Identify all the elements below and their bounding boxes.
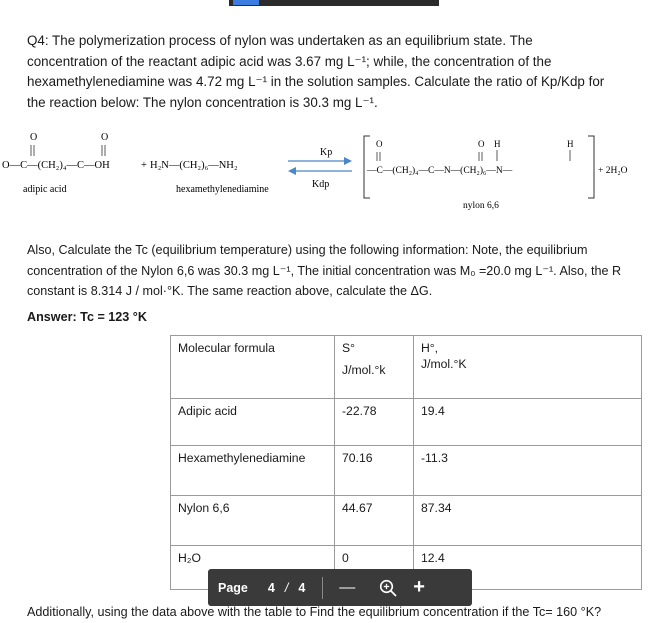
zoom-fit-icon[interactable] — [379, 579, 397, 597]
nylon-label: nylon 6,6 — [463, 201, 499, 211]
question-line: concentration of the reactant adipic acid was 3.67 mg L⁻¹; while, the concentration of the — [27, 53, 552, 69]
table-row — [171, 446, 642, 496]
right-bracket — [588, 136, 594, 198]
reaction-equation — [0, 128, 661, 218]
additional-question: Additionally, using the data above with the table to Find the equilibrium concentration if the Tc= 160 °K? — [27, 605, 602, 619]
cell-entropy: 44.67 — [335, 496, 414, 546]
product-o-left: O — [376, 139, 383, 149]
adipic-acid-label: adipic acid — [23, 184, 67, 195]
nylon-formula: —C—(CH₂)₄—C—N—(CH₂)₆—N— — [367, 166, 513, 176]
forward-arrow-head — [344, 157, 352, 165]
table-header-row — [171, 336, 642, 399]
top-toolbar — [229, 0, 439, 6]
header-entropy-unit: J/mol.°k — [342, 363, 386, 377]
zoom-in-button[interactable]: + — [413, 576, 425, 598]
product-h-right: H — [567, 139, 574, 149]
page-current[interactable]: 4 — [267, 580, 275, 595]
water-product: + 2H₂O — [598, 166, 628, 176]
header-enthalpy-symbol: H°, — [421, 341, 439, 355]
also-line: concentration of the Nylon 6,6 was 30.3 mg L⁻¹, The initial concentration was M₀ =20.0 mg L⁻¹. Also, the R — [27, 263, 622, 278]
also-paragraph — [27, 240, 639, 302]
carbonyl-o-left: O — [30, 132, 38, 143]
thermo-data-table — [170, 335, 642, 590]
cell-formula: H₂O — [171, 546, 335, 590]
page-separator: / — [284, 580, 289, 595]
header-entropy-symbol: S° — [342, 341, 356, 355]
zoom-out-button[interactable]: — — [339, 578, 356, 596]
question-line: the reaction below: The nylon concentration is 30.3 mg L⁻¹. — [27, 94, 378, 110]
cell-enthalpy: 19.4 — [414, 399, 642, 446]
diamine-formula: H₂N—(CH₂)₆—NH₂ — [150, 160, 238, 171]
product-h-left: H — [494, 139, 501, 149]
answer-text: Answer: Tc = 123 °K — [27, 310, 147, 324]
cell-enthalpy: 87.34 — [414, 496, 642, 546]
question-line: Q4: The polymerization process of nylon was undertaken as an equilibrium state. The — [27, 33, 533, 48]
active-tab-indicator[interactable] — [233, 0, 259, 5]
page-total: 4 — [298, 580, 306, 595]
table-row — [171, 399, 642, 446]
cell-entropy: 0 — [335, 546, 414, 590]
reaction-diagram — [0, 128, 661, 218]
carbonyl-o-right: O — [101, 132, 109, 143]
toolbar-divider — [322, 577, 323, 599]
product-o-right: O — [478, 139, 485, 149]
page-navigation-bar — [208, 569, 472, 606]
table-row — [171, 496, 642, 546]
header-enthalpy-unit: J/mol.°K — [421, 357, 467, 371]
question-line: hexamethylenediamine was 4.72 mg L⁻¹ in the solution samples. Calculate the ratio of Kp/Kdp for — [27, 74, 605, 89]
kdp-label: Kdp — [312, 179, 330, 190]
header-entropy — [335, 336, 414, 399]
cell-entropy: 70.16 — [335, 446, 414, 496]
cell-enthalpy: -11.3 — [414, 446, 642, 496]
diamine-label: hexamethylenediamine — [176, 184, 269, 195]
kp-label: Kp — [320, 147, 333, 158]
question-paragraph — [27, 31, 639, 113]
also-line: Also, Calculate the Tc (equilibrium temperature) using the following information: Note, the equilibrium — [27, 243, 588, 257]
adipic-acid-formula: O—C—(CH₂)₄—C—OH — [2, 160, 110, 171]
cell-formula: Adipic acid — [171, 399, 335, 446]
cell-entropy: -22.78 — [335, 399, 414, 446]
cell-formula: Hexamethylenediamine — [171, 446, 335, 496]
page-label: Page — [218, 580, 248, 595]
cell-formula: Nylon 6,6 — [171, 496, 335, 546]
header-enthalpy — [414, 336, 642, 399]
header-formula: Molecular formula — [171, 336, 335, 399]
plus-sign: + — [141, 160, 147, 171]
also-line: constant is 8.314 J / mol·°K. The same reaction above, calculate the ΔG. — [27, 284, 433, 298]
reverse-arrow-head — [288, 167, 296, 175]
cell-enthalpy: 12.4 — [414, 546, 642, 590]
